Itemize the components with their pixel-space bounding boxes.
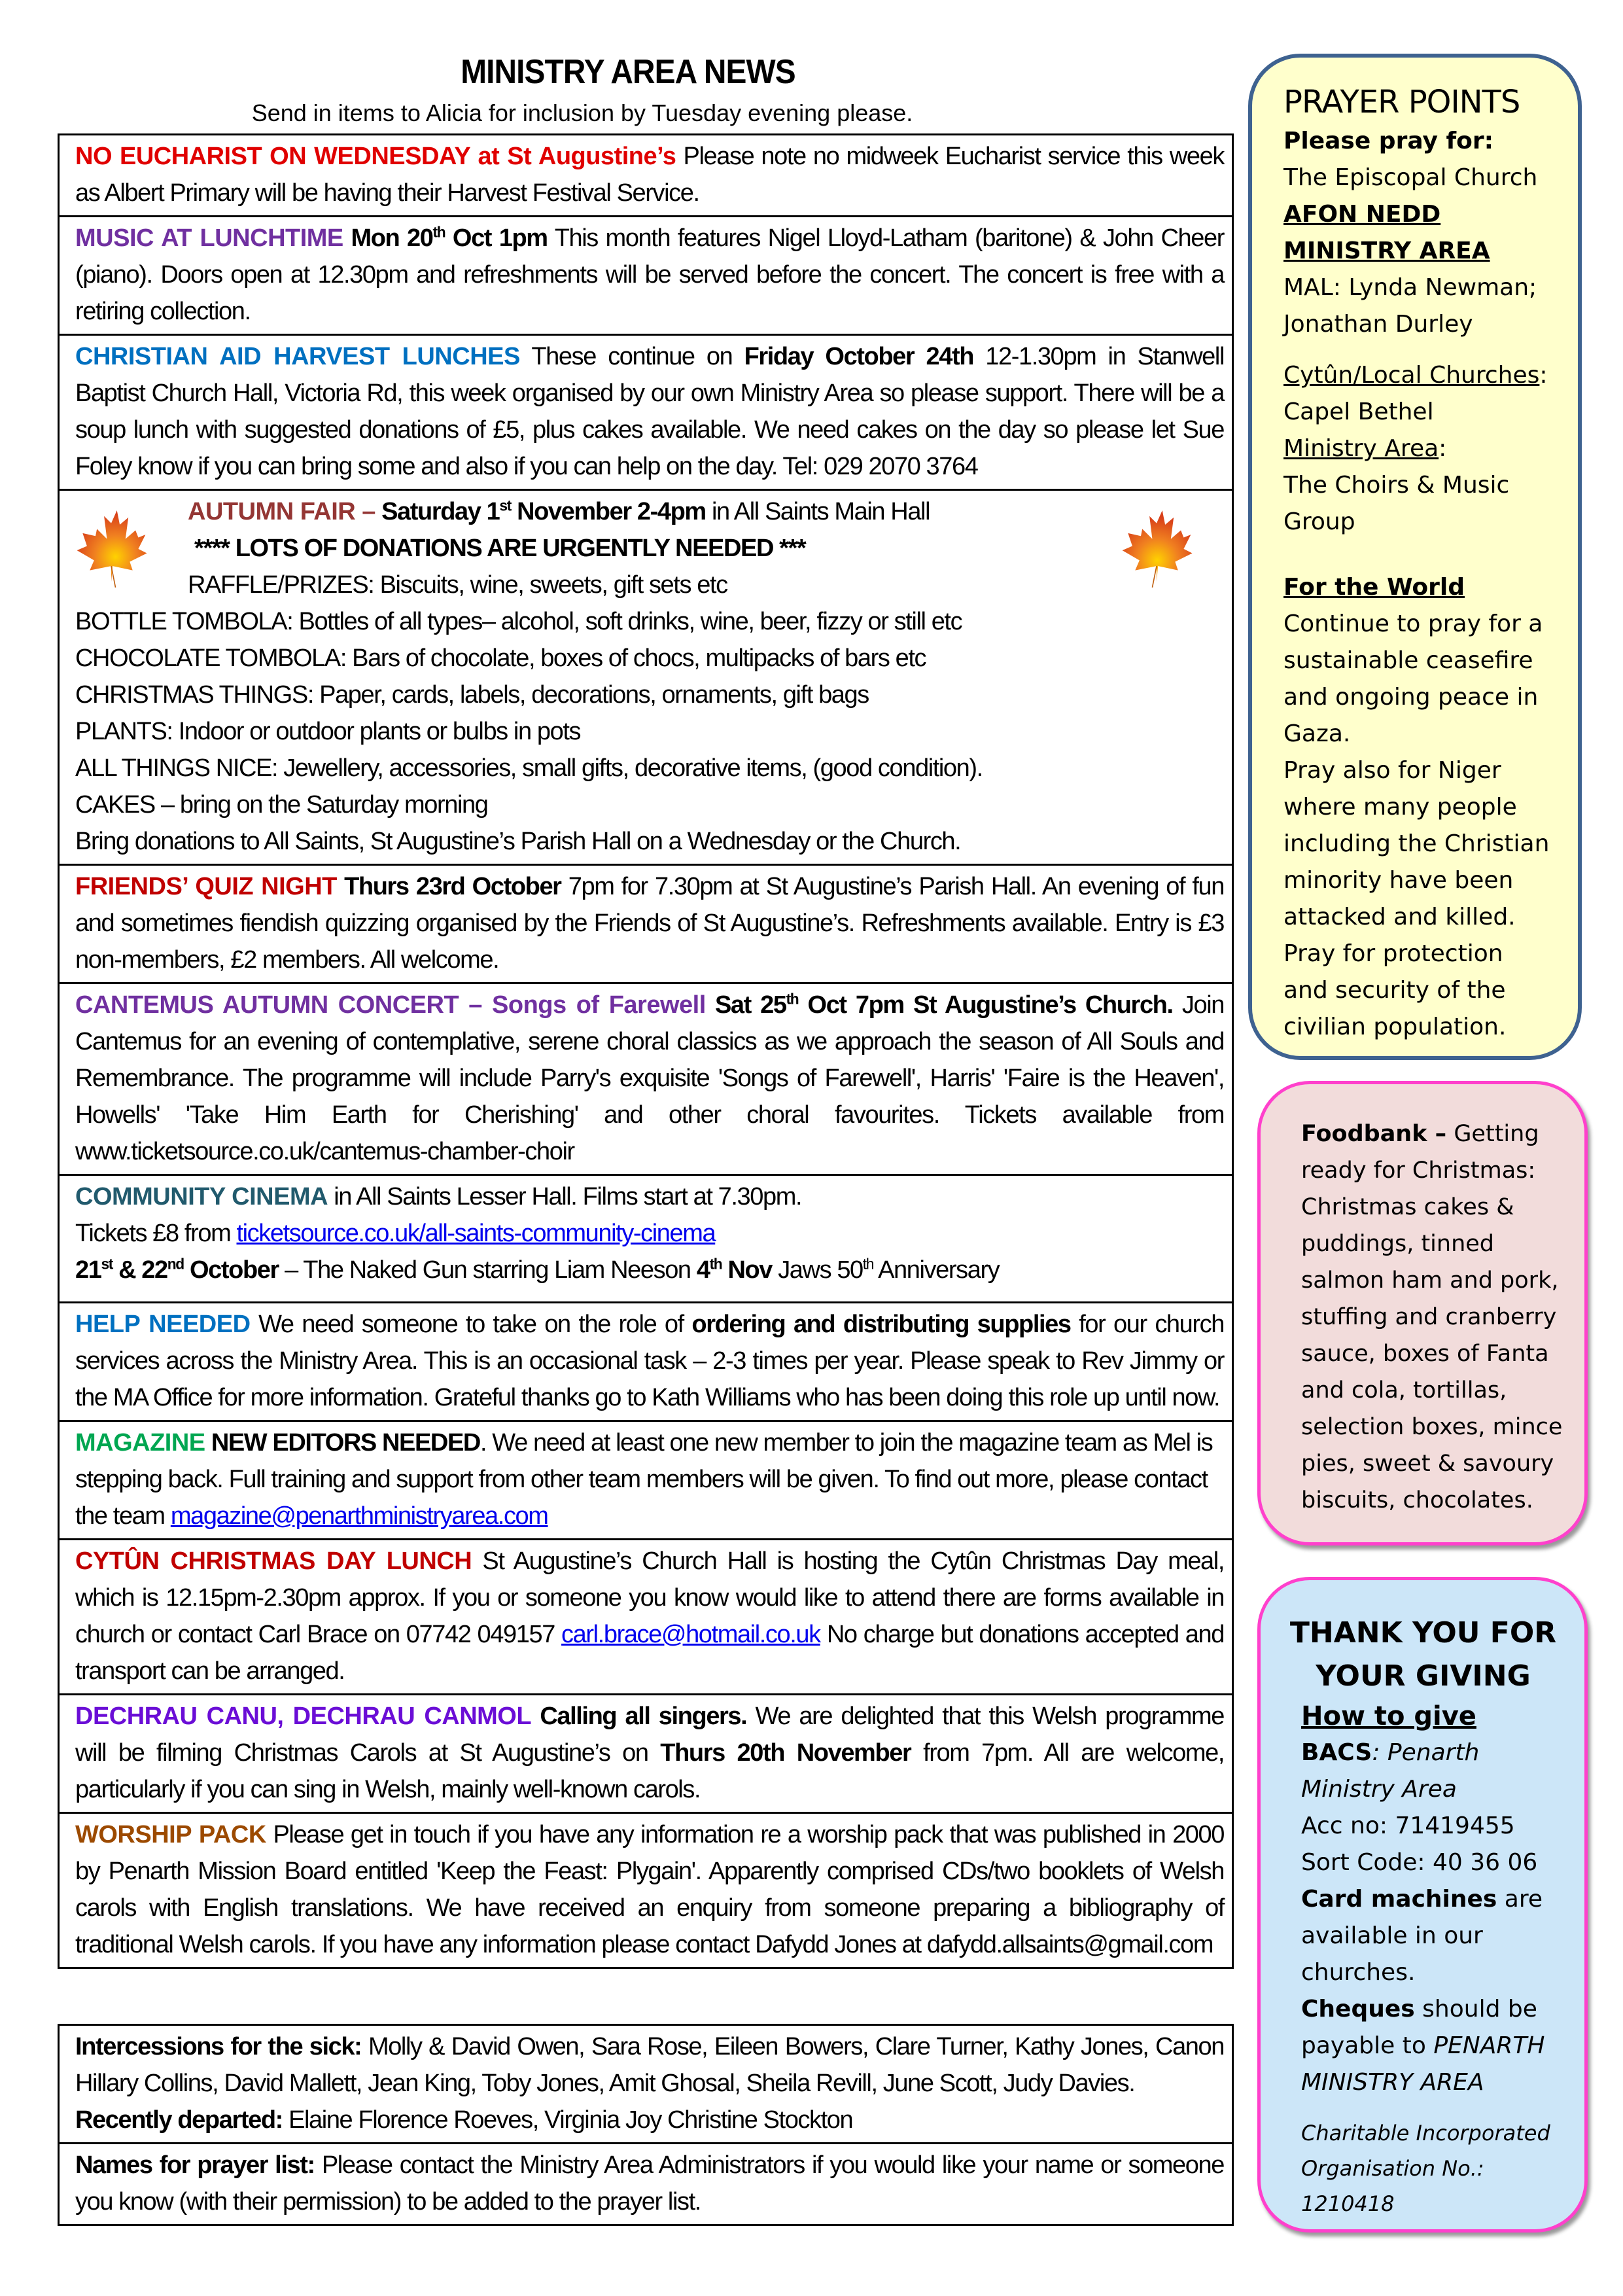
prayer-line: MINISTRY AREA: [1283, 238, 1490, 264]
sick-names: Molly & David Owen, Sara Rose, Eileen Bowers, Clare Turner, Kathy Jones, Canon Hillary Collins, David Mallett, Jean King, Toby Jones, Amit Ghosal, Sheila Revill, June Scott, Judy Davies.: [75, 2033, 1225, 2097]
news-body: St Augustine’s Church Hall is hosting the Cytûn Christmas Day meal, which is 12.15pm-2.30pm approx. If you or someone you know would like to attend there are forms available in church or contact Carl Brace on 07742 049157: [75, 1547, 1224, 1648]
giving-title: THANK YOU FOR: [1289, 1616, 1557, 1650]
giving-line: Cheques should be: [1301, 1996, 1537, 2022]
giving-line: available in our: [1301, 1922, 1483, 1949]
news-body: Please note no midweek Eucharist service this week as Albert Primary will be having their Harvest Festival Service.: [75, 143, 1224, 207]
news-item-help-needed: [60, 1303, 1232, 1422]
newsletter-title: MINISTRY AREA NEWS: [461, 53, 795, 91]
prayer-line: Ministry Area:: [1283, 435, 1447, 462]
film-schedule: 21st & 22nd October – The Naked Gun starring Liam Neeson 4th Nov Jaws 50th Anniversary: [75, 1255, 1000, 1284]
event-date: Mon 20th Oct 1pm: [351, 223, 548, 252]
foodbank-box: [1257, 1081, 1588, 1545]
giving-line: payable to PENARTH: [1301, 2032, 1545, 2059]
prayer-line: Continue to pray for a: [1283, 610, 1543, 637]
news-body: in All Saints Lesser Hall. Films start at 7.30pm.: [328, 1183, 802, 1210]
news-item-quiz: [60, 866, 1232, 984]
giving-box: [1257, 1577, 1588, 2233]
prayer-line: civilian population.: [1283, 1014, 1507, 1040]
news-heading: CHRISTIAN AID HARVEST LUNCHES: [75, 343, 520, 370]
foodbank-line: Foodbank – Getting: [1301, 1121, 1539, 1147]
charity-number: 1210418: [1301, 2191, 1395, 2216]
account-number: Acc no: 71419455: [1301, 1812, 1515, 1839]
foodbank-line: pies, sweet & savoury: [1301, 1451, 1554, 1477]
news-heading: COMMUNITY CINEMA: [75, 1183, 328, 1210]
news-heading: CANTEMUS AUTUMN CONCERT – Songs of Farewell: [75, 991, 706, 1019]
names-for-prayer: [60, 2144, 1232, 2224]
news-body: 12-1.30pm in Stanwell Baptist Church Hall, Victoria Rd, this week organised by our own Ministry Area so please support. There will be a soup lunch with suggested donations of £5, plus cakes available. We need cakes on the day so please let Sue Foley know if you can bring some and also if you can help on the day. Tel: 029 2070 3764: [75, 343, 1224, 480]
foodbank-line: ready for Christmas:: [1301, 1157, 1536, 1184]
fair-line: ALL THINGS NICE: Jewellery, accessories, small gifts, decorative items, (good condition).: [75, 754, 983, 782]
foodbank-line: Christmas cakes &: [1301, 1194, 1514, 1220]
fair-urgent: **** LOTS OF DONATIONS ARE URGENTLY NEEDED ***: [194, 535, 806, 562]
event-date: Friday October 24th: [744, 343, 974, 370]
magazine-email-link[interactable]: magazine@penarthministryarea.com: [170, 1502, 548, 1530]
prayer-line: where many people: [1283, 794, 1517, 821]
foodbank-line: sauce, boxes of Fanta: [1301, 1341, 1549, 1367]
bacs-name: Ministry Area: [1301, 1776, 1457, 1803]
charity-number: Charitable Incorporated: [1301, 2121, 1550, 2146]
departed-label: Recently departed:: [75, 2106, 283, 2134]
giving-title: YOUR GIVING: [1316, 1659, 1531, 1693]
news-heading: DECHRAU CANU, DECHRAU CANMOL: [75, 1703, 532, 1730]
prayer-line: Cytûn/Local Churches:: [1283, 362, 1548, 389]
news-body: We are delighted that this Welsh programme will be filming Christmas Carols at St Augustine’s on: [75, 1703, 1224, 1767]
prayer-line: minority have been: [1283, 867, 1514, 894]
sick-label: Intercessions for the sick:: [75, 2033, 362, 2060]
giving-line: Card machines are: [1301, 1886, 1543, 1913]
foodbank-line: puddings, tinned: [1301, 1231, 1495, 1257]
names-text: Please contact the Ministry Area Administrators if you would like your name or someone you know (with their permission) to be added to the prayer list.: [75, 2151, 1224, 2216]
news-emphasis: Calling all singers.: [531, 1703, 747, 1730]
sort-code: Sort Code: 40 36 06: [1301, 1849, 1538, 1876]
event-date: Thurs 20th November: [660, 1739, 911, 1767]
news-item-cytun: [60, 1540, 1232, 1695]
news-body: Join Cantemus for an evening of contemplative, serene choral classics as we approach the season of All Souls and Remembrance. The programme will include Parry's exquisite 'Songs of Farewell', Harris' 'Faire is the Heaven', Howells' 'Take Him Earth for Cherishing' and other choral favourites. Tickets available from www.ticketsource.co.uk/cantemus-chamber-choir: [75, 991, 1224, 1165]
names-label: Names for prayer list:: [75, 2151, 315, 2179]
for-the-world-heading: For the World: [1283, 574, 1465, 601]
news-body: We need someone to take on the role of: [250, 1311, 692, 1338]
news-body: for our church services across the Ministry Area. This is an occasional task – 2-3 times per year. Please speak to Rev Jimmy or the MA Office for more information. Grateful thanks go to Kath Williams who has been doing this role up until now.: [75, 1311, 1224, 1411]
event-date: Thurs 23rd October: [336, 873, 561, 900]
prayer-line: Capel Bethel: [1283, 398, 1434, 425]
how-to-give-heading: How to give: [1301, 1701, 1476, 1731]
prayer-line: Group: [1283, 508, 1355, 535]
news-heading: HELP NEEDED: [75, 1311, 251, 1338]
news-emphasis: NEW EDITORS NEEDED: [205, 1429, 480, 1457]
foodbank-line: salmon ham and pork,: [1301, 1267, 1559, 1294]
cinema-tickets-link[interactable]: ticketsource.co.uk/all-saints-community-cinema: [236, 1220, 716, 1247]
prayer-line: Pray also for Niger: [1283, 757, 1501, 784]
prayer-line: and ongoing peace in: [1283, 684, 1539, 711]
foodbank-line: selection boxes, mince: [1301, 1414, 1563, 1440]
prayer-line: including the Christian: [1283, 830, 1550, 857]
news-heading: MUSIC AT LUNCHTIME: [75, 224, 343, 252]
news-column: [58, 133, 1234, 1969]
intercessions: [60, 2026, 1232, 2144]
prayer-line: Gaza.: [1283, 720, 1351, 747]
news-heading: AUTUMN FAIR –: [188, 498, 375, 525]
news-heading: FRIENDS’ QUIZ NIGHT: [75, 873, 337, 900]
fair-line: CAKES – bring on the Saturday morning: [75, 791, 488, 819]
event-location: in All Saints Main Hall: [705, 498, 930, 525]
news-body: These continue on: [531, 343, 744, 370]
maple-leaf-icon: [75, 510, 147, 589]
foodbank-line: biscuits, chocolates.: [1301, 1487, 1533, 1513]
charity-number: Organisation No.:: [1301, 2156, 1484, 2181]
news-body: from 7pm. All are welcome, particularly if you can sing in Welsh, mainly well-known carols.: [75, 1739, 1224, 1803]
prayer-line: sustainable ceasefire: [1283, 647, 1533, 674]
prayer-line: AFON NEDD: [1283, 201, 1441, 228]
prayer-list-box: [58, 2024, 1234, 2226]
news-item-eucharist: [60, 135, 1232, 217]
fair-line: CHRISTMAS THINGS: Paper, cards, labels, decorations, ornaments, gift bags: [75, 681, 869, 709]
news-body: . We need at least one new member to join the magazine team as Mel is stepping back. Full training and support from other team members will be given. To find out more, please contact the team: [75, 1429, 1213, 1530]
news-item-cantemus: [60, 984, 1232, 1176]
prayer-line: attacked and killed.: [1283, 904, 1516, 930]
prayer-line: The Episcopal Church: [1283, 164, 1538, 191]
news-item-cinema: [60, 1176, 1232, 1303]
departed-names: Elaine Florence Roeves, Virginia Joy Christine Stockton: [282, 2106, 853, 2134]
news-heading: WORSHIP PACK: [75, 1821, 266, 1848]
newsletter-subtitle: Send in items to Alicia for inclusion by Tuesday evening please.: [251, 99, 913, 126]
fair-line: CHOCOLATE TOMBOLA: Bars of chocolate, boxes of chocs, multipacks of bars etc: [75, 645, 926, 672]
news-item-christian-aid: [60, 336, 1232, 491]
event-date: Sat 25th Oct 7pm St Augustine’s Church.: [705, 990, 1173, 1019]
giving-line: churches.: [1301, 1959, 1416, 1986]
event-date: Saturday 1st November 2-4pm: [375, 497, 706, 525]
prayer-points-title: PRAYER POINTS: [1283, 84, 1520, 120]
news-body: Please get in touch if you have any information re a worship pack that was published in 2000 by Penarth Mission Board entitled 'Keep the Feast: Plygain'. Apparently comprised CDs/two booklets of Welsh carols with English translations. We have received an enquiry from someone preparing a bibliography of traditional Welsh carols. If you have any information please contact Dafydd Jones at dafydd.allsaints@gmail.com: [75, 1821, 1225, 1958]
carl-email-link[interactable]: carl.brace@hotmail.co.uk: [561, 1621, 820, 1648]
news-emphasis: ordering and distributing supplies: [691, 1311, 1071, 1338]
news-item-music: [60, 217, 1232, 336]
prayer-points-box: [1248, 54, 1582, 1060]
news-item-autumn-fair: [60, 491, 1232, 866]
news-item-worship-pack: [60, 1814, 1232, 1969]
news-item-magazine: [60, 1422, 1232, 1540]
foodbank-line: and cola, tortillas,: [1301, 1377, 1507, 1404]
fair-line: PLANTS: Indoor or outdoor plants or bulbs in pots: [75, 718, 581, 745]
news-heading: CYTÛN CHRISTMAS DAY LUNCH: [75, 1547, 472, 1575]
prayer-line: The Choirs & Music: [1283, 472, 1510, 499]
giving-line: MINISTRY AREA: [1301, 2069, 1484, 2096]
fair-raffle: RAFFLE/PRIZES: Biscuits, wine, sweets, gift sets etc: [188, 571, 727, 599]
foodbank-line: stuffing and cranberry: [1301, 1304, 1557, 1330]
fair-heading-line: [75, 493, 1224, 530]
news-body: This month features Nigel Lloyd-Latham (baritone) & John Cheer (piano). Doors open at 12.30pm and refreshments will be served before the concert. The concert is free with a retiring collection.: [75, 224, 1224, 325]
prayer-line: MAL: Lynda Newman;: [1283, 274, 1537, 301]
news-body: No charge but donations accepted and transport can be arranged.: [75, 1621, 1224, 1685]
maple-leaf-icon: [1121, 510, 1193, 589]
news-item-dechrau: [60, 1695, 1232, 1814]
news-heading: MAGAZINE: [75, 1429, 205, 1457]
prayer-line: Jonathan Durley: [1283, 311, 1473, 338]
fair-line: BOTTLE TOMBOLA: Bottles of all types– alcohol, soft drinks, wine, beer, fizzy or still etc: [75, 608, 962, 635]
fair-line: Bring donations to All Saints, St Augustine’s Parish Hall on a Wednesday or the Church.: [75, 828, 961, 855]
news-body: 7pm for 7.30pm at St Augustine’s Parish Hall. An evening of fun and sometimes fiendish quizzing organised by the Friends of St Augustine’s. Refreshments available. Entry is £3 non-members, £2 members. All welcome.: [75, 873, 1224, 974]
bacs-line: BACS: Penarth: [1301, 1739, 1480, 1766]
news-heading: NO EUCHARIST ON WEDNESDAY at St Augustine’s: [75, 143, 676, 170]
tickets-text: Tickets £8 from: [75, 1220, 237, 1247]
please-pray-label: Please pray for:: [1283, 128, 1494, 154]
prayer-line: Pray for protection: [1283, 940, 1503, 967]
prayer-line: and security of the: [1283, 977, 1506, 1004]
